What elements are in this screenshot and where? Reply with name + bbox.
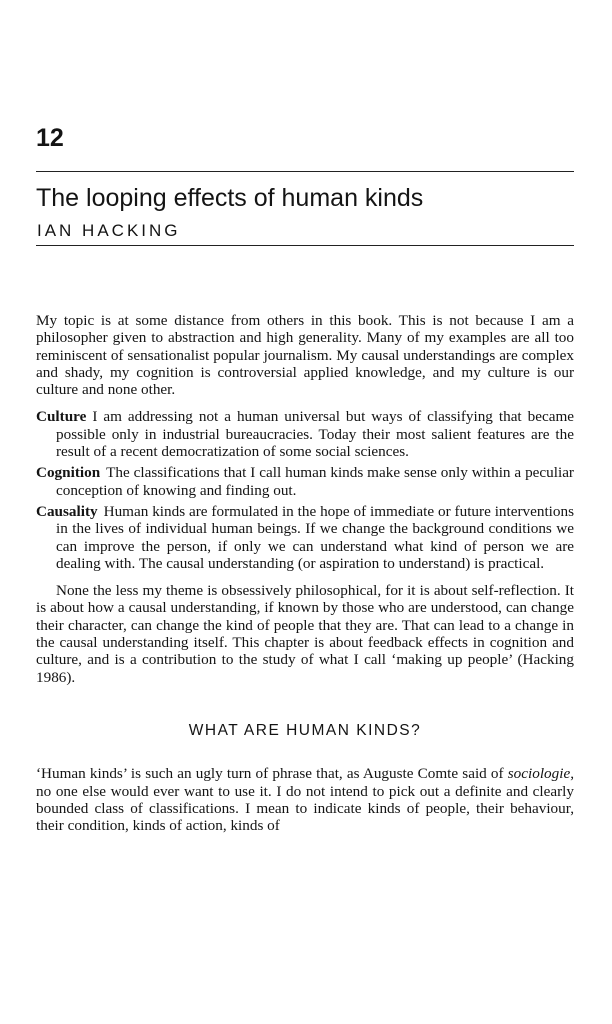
definition-culture xyxy=(36,408,574,460)
title-rule-bottom xyxy=(36,245,574,246)
section-paragraph xyxy=(36,765,574,834)
section-heading: WHAT ARE HUMAN KINDS? xyxy=(188,721,422,739)
definition-term: Culture xyxy=(36,408,87,426)
chapter-body xyxy=(36,312,574,834)
definition-cognition xyxy=(36,464,574,499)
intro-paragraph: My topic is at some distance from others in this book. This is not because I am a philosopher given to abstraction and high generality. Many of my examples are all too reminiscent of sensationalist popular journalism. My causal understandings are complex and shady, my cognition is controversial applied knowledge, and my culture is our culture and none other. xyxy=(36,312,574,399)
chapter-author: IAN HACKING xyxy=(37,221,181,240)
section-paragraph-part2: , no one else would ever want to use it. I do not intend to pick out a definite and clearly bounded class of classifications. I mean to indicate kinds of people, their behaviour, their condition, kinds of action, kinds of xyxy=(36,765,574,835)
italic-term: sociologie xyxy=(507,765,571,783)
chapter-title: The looping effects of human kinds xyxy=(36,184,424,212)
chapter-number: 12 xyxy=(36,124,64,152)
definition-text: Human kinds are formulated in the hope of immediate or future interventions in the lives of individual human beings. If we change the background conditions we can improve the person, if only we can understand what kind of person we are dealing with. The causal understanding (or aspiration to understand) is practical. xyxy=(56,502,574,572)
theme-paragraph: None the less my theme is obsessively philosophical, for it is about self-reflection. It is about how a causal understanding, if known by those who are understood, can change their character, can change the kind of people that they are. That can lead to a change in the causal understanding itself. This chapter is about feedback effects in cognition and culture, and is a contribution to the study of what I call ‘making up people’ (Hacking 1986). xyxy=(36,582,574,686)
definition-text: The classifications that I call human kinds make sense only within a peculiar conception of knowing and finding out. xyxy=(56,464,574,499)
title-rule-top xyxy=(36,171,574,172)
definition-text: I am addressing not a human universal but ways of classifying that became possible only in industrial bureaucracies. Today their most salient features are the result of a recent democratization of some social sciences. xyxy=(56,408,574,461)
definition-term: Cognition xyxy=(36,464,101,482)
definition-causality xyxy=(36,503,574,572)
section-paragraph-part1: ‘Human kinds’ is such an ugly turn of phrase that, as Auguste Comte said of xyxy=(36,765,508,783)
definition-term: Causality xyxy=(36,502,98,520)
